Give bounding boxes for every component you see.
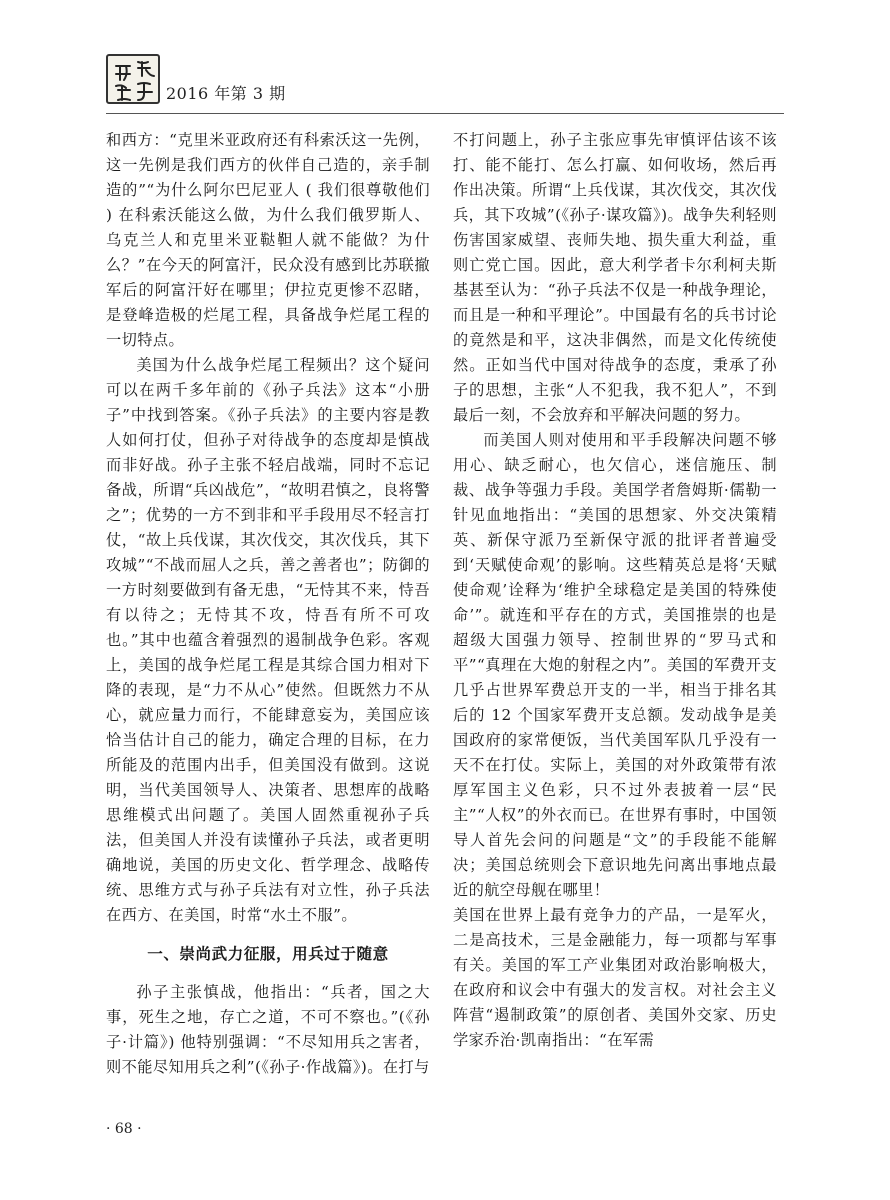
- left-paragraph-3: 孙子主张慎战，他指出：“兵者，国之大事，死生之地，存亡之道，不可不察也。”(《孙子·计篇》) 他特别强调：“不尽知用兵之害者，则不能尽知用兵之利”(《孙子·作战篇》)。在打与: [106, 983, 430, 1076]
- section-heading: 一、崇尚武力征服，用兵过于随意: [147, 945, 389, 963]
- page-header: [106, 54, 786, 110]
- issue-label: 2016 年第 3 期: [166, 84, 286, 103]
- left-column: [106, 128, 430, 1080]
- right-column: [453, 128, 777, 1053]
- header-divider: [106, 113, 784, 114]
- right-paragraph-1: 不打问题上，孙子主张应事先审慎评估该不该打、能不能打、怎么打赢、如何收场，然后再作出决策。所谓“上兵伐谋，其次伐交，其次伐兵，其下攻城”(《孙子·谋攻篇》)。战争失利轻则伤害国家威望、丧师失地、损失重大利益，重则亡党亡国。因此，意大利学者卡尔利柯夫斯基甚至认为：“孙子兵法不仅是一种战争理论，而且是一种和平理论”。中国最有名的兵书讨论的竟然是和平，这决非偶然，而是文化传统使然。正如当代中国对待战争的态度，秉承了孙子的思想，主张“人不犯我，我不犯人”，不到最后一刻，不会放弃和平解决问题的努力。: [453, 131, 777, 424]
- left-paragraph-2: 美国为什么战争烂尾工程频出？这个疑问可以在两千多年前的《孙子兵法》这本“小册子”中找到答案。《孙子兵法》的主要内容是教人如何打仗，但孙子对待战争的态度却是慎战而非好战。孙子主张不轻启战端，同时不忘记备战，所谓“兵凶战危”，“故明君慎之，良将警之”；优势的一方不到非和平手段用尽不轻言打仗，“故上兵伐谋，其次伐交，其次伐兵，其下攻城”“不战而屈人之兵，善之善者也”；防御的一方时刻要做到有备无患，“无恃其不来，恃吾有以待之；无恃其不攻，恃吾有所不可攻也。”其中也蕴含着强烈的遏制战争色彩。客观上，美国的战争烂尾工程是其综合国力相对下降的表现，是“力不从心”使然。但既然力不从心，就应量力而行，不能肆意妄为，美国应该恰当估计自己的能力，确定合理的目标，在力所能及的范围内出手，但美国没有做到。这说明，当代美国领导人、决策者、思想库的战略思维模式出问题了。美国人固然重视孙子兵法，但美国人并没有读懂孙子兵法，或者更明确地说，美国的历史文化、哲学理念、战略传统、思维方式与孙子兵法有对立性，孙子兵法在西方、在美国，时常“水土不服”。: [106, 356, 430, 924]
- right-paragraph-2: 而美国人则对使用和平手段解决问题不够用心、缺乏耐心，也欠信心，迷信施压、制裁、战争等强力手段。美国学者詹姆斯·儒勒一针见血地指出：“美国的思想家、外交决策精英、新保守派乃至新保守派的批评者普遍受到‘天赋使命观’的影响。这些精英总是将‘天赋使命观’诠释为‘维护全球稳定是美国的特殊使命’”。就连和平存在的方式，美国推崇的也是超级大国强力领导、控制世界的“罗马式和平”“真理在大炮的射程之内”。美国的军费开支几乎占世界军费总开支的一半，相当于排名其后的 12 个国家军费开支总额。发动战争是美国政府的家常便饭，当代美国军队几乎没有一天不在打仗。实际上，美国的对外政策带有浓厚军国主义色彩，只不过外表披着一层“民主”“人权”的外衣而已。在世界有事时，中国领导人首先会问的问题是“文”的手段能不能解决；美国总统则会下意识地先问离出事地点最近的航空母舰在哪里！: [453, 431, 777, 899]
- journal-logo-seal-icon: [108, 56, 162, 106]
- right-paragraph-3: 美国在世界上最有竞争力的产品，一是军火，二是高技术，三是金融能力，每一项都与军事有关。美国的军工产业集团对政治影响极大，在政府和议会中有强大的发言权。对社会主义阵营“遏制政策”的原创者、美国外交家、历史学家乔治·凯南指出：“在军需: [453, 906, 777, 1049]
- journal-logo: [106, 54, 160, 104]
- left-paragraph-1: 和西方：“克里米亚政府还有科索沃这一先例，这一先例是我们西方的伙伴自己造的，亲手制造的”“为什么阿尔巴尼亚人 ( 我们很尊敬他们 ) 在科索沃能这么做，为什么我们俄罗斯人、乌克兰人和克里米亚鞑靼人就不能做？为什么？”在今天的阿富汗，民众没有感到比苏联撤军后的阿富汗好在哪里；伊拉克更惨不忍睹，是登峰造极的烂尾工程，具备战争烂尾工程的一切特点。: [106, 131, 430, 349]
- page-number: · 68 ·: [106, 1121, 142, 1137]
